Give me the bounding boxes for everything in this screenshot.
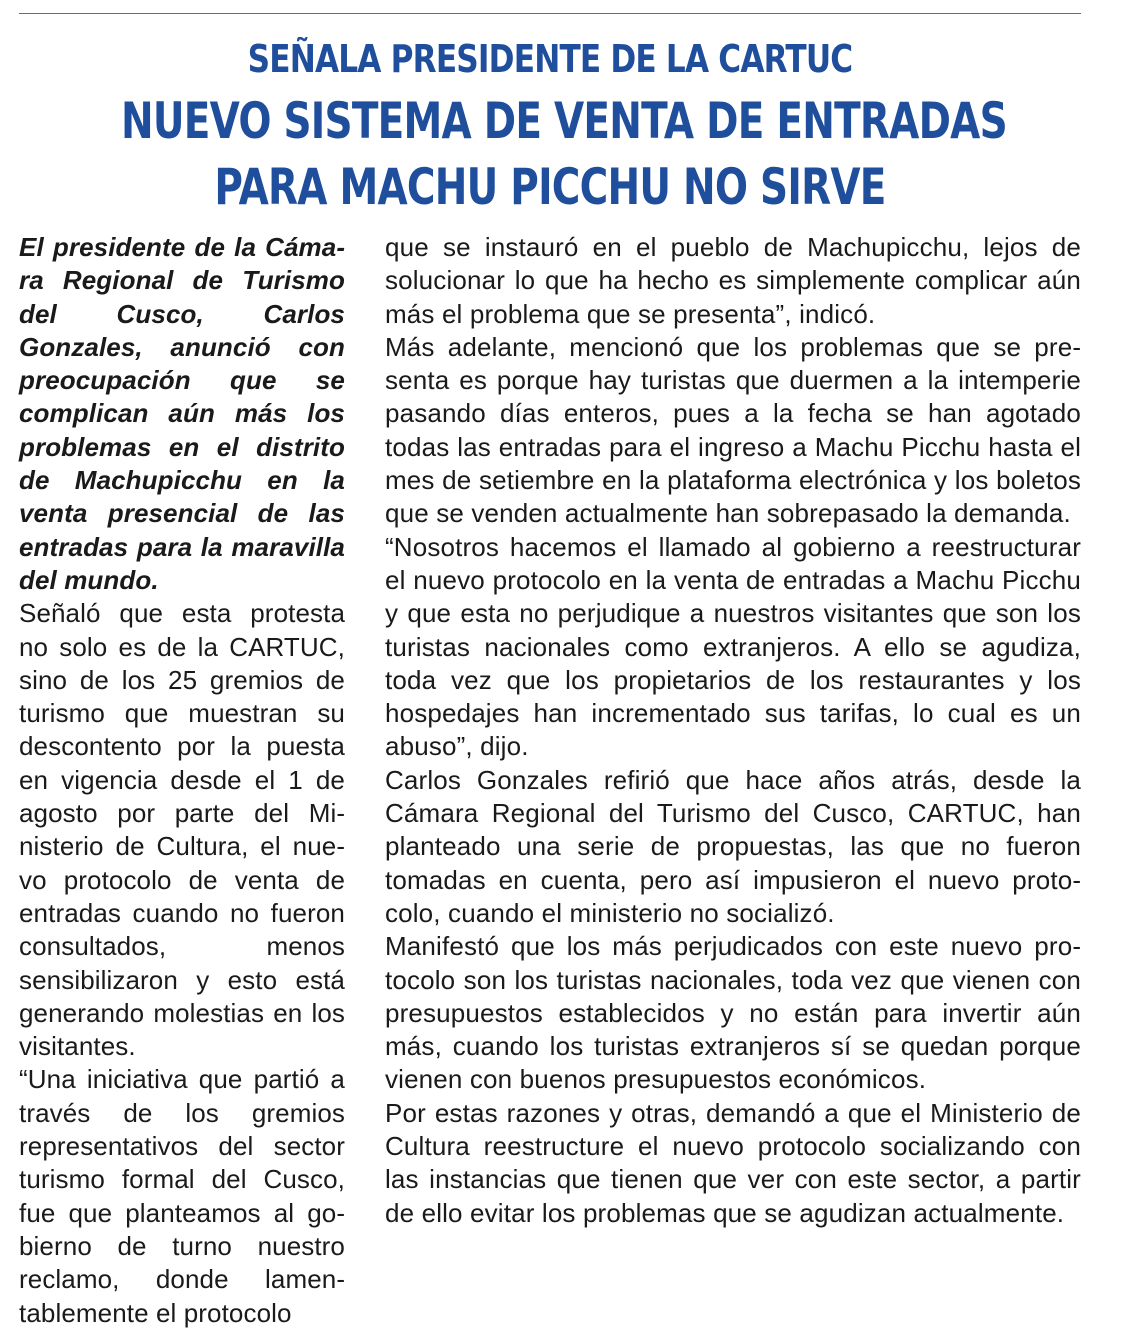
article-paragraph: Señaló que esta protesta no solo es de la CARTUC, sino de los 25 gremios de turismo que muestran su descontento por la puesta en vigencia desde el 1 de agosto por parte del Ministerio de Cultura, el nuevo protocolo de venta de entradas cuando no fueron consultados, menos sensibilizaron y esto está generando molestias en los visitantes.	[19, 598, 345, 1062]
article-paragraph: que se instauró en el pueblo de Machupicchu, lejos de solucionar lo que ha hecho es simplemente complicar aún más el problema que se presenta”, indicó.	[385, 232, 1081, 329]
top-divider-rule	[19, 13, 1081, 14]
article-paragraph: “Nosotros hacemos el llamado al gobierno a reestructurar el nuevo protocolo en la venta de entradas a Machu Picchu y que esta no perjudique a nuestros visitantes que son los turistas nacionales como extranjeros. A ello se agudiza, toda vez que los propietarios de los restaurantes y los hospedajes han incrementado sus tarifas, lo cual es un abuso”, dijo.	[385, 531, 1081, 762]
article-lead-paragraph: El presidente de la Cámara Regional de Turismo del Cusco, Carlos Gonzales, anunció con preocupación que se complican aún más los problemas en el distrito de Machupicchu en la venta presencial de las entradas para la maravilla del mundo.	[19, 232, 345, 595]
article-paragraph: “Una iniciativa que partió a través de los gremios representativos del sector turismo formal del Cusco, fue que planteamos al gobierno de turno nuestro reclamo, donde lamentablemente el protocolo	[19, 1064, 345, 1328]
article-kicker: SEÑALA PRESIDENTE DE LA CARTUC	[247, 37, 853, 81]
article-paragraph: Por estas razones y otras, demandó a que el Ministerio de Cultura reestructure el nuevo protocolo socializando con las instancias que tienen que ver con este sector, a partir de ello evitar los problemas que se agudizan actualmente.	[385, 1097, 1081, 1228]
article-right-column	[385, 231, 1081, 1230]
article-paragraph: Manifestó que los más perjudicados con este nuevo protocolo son los turistas nacionales, toda vez que vienen con presupuestos establecidos y no están para invertir aún más, cuando los turistas extranjeros sí se quedan porque vienen con buenos presupuestos económicos.	[385, 931, 1081, 1095]
article-paragraph: Carlos Gonzales refirió que hace años atrás, desde la Cámara Regional del Turismo del Cusco, CARTUC, han planteado una serie de propuestas, las que no fueron tomadas en cuenta, pero así impusieron el nuevo protocolo, cuando el ministerio no socializó.	[385, 764, 1081, 928]
article-header	[0, 30, 1100, 220]
article-title-line-1: NUEVO SISTEMA DE VENTA DE ENTRADAS	[121, 92, 1007, 150]
article-paragraph: Más adelante, mencionó que los problemas que se presenta es porque hay turistas que duermen a la intemperie pasando días enteros, pues a la fecha se han agotado todas las entradas para el ingreso a Machu Picchu hasta el mes de setiembre en la plataforma electrónica y los boletos que se venden actualmente han sobrepasado la demanda.	[385, 331, 1081, 529]
article-title-line-2: PARA MACHU PICCHU NO SIRVE	[214, 158, 886, 216]
article-left-column	[19, 231, 345, 1330]
